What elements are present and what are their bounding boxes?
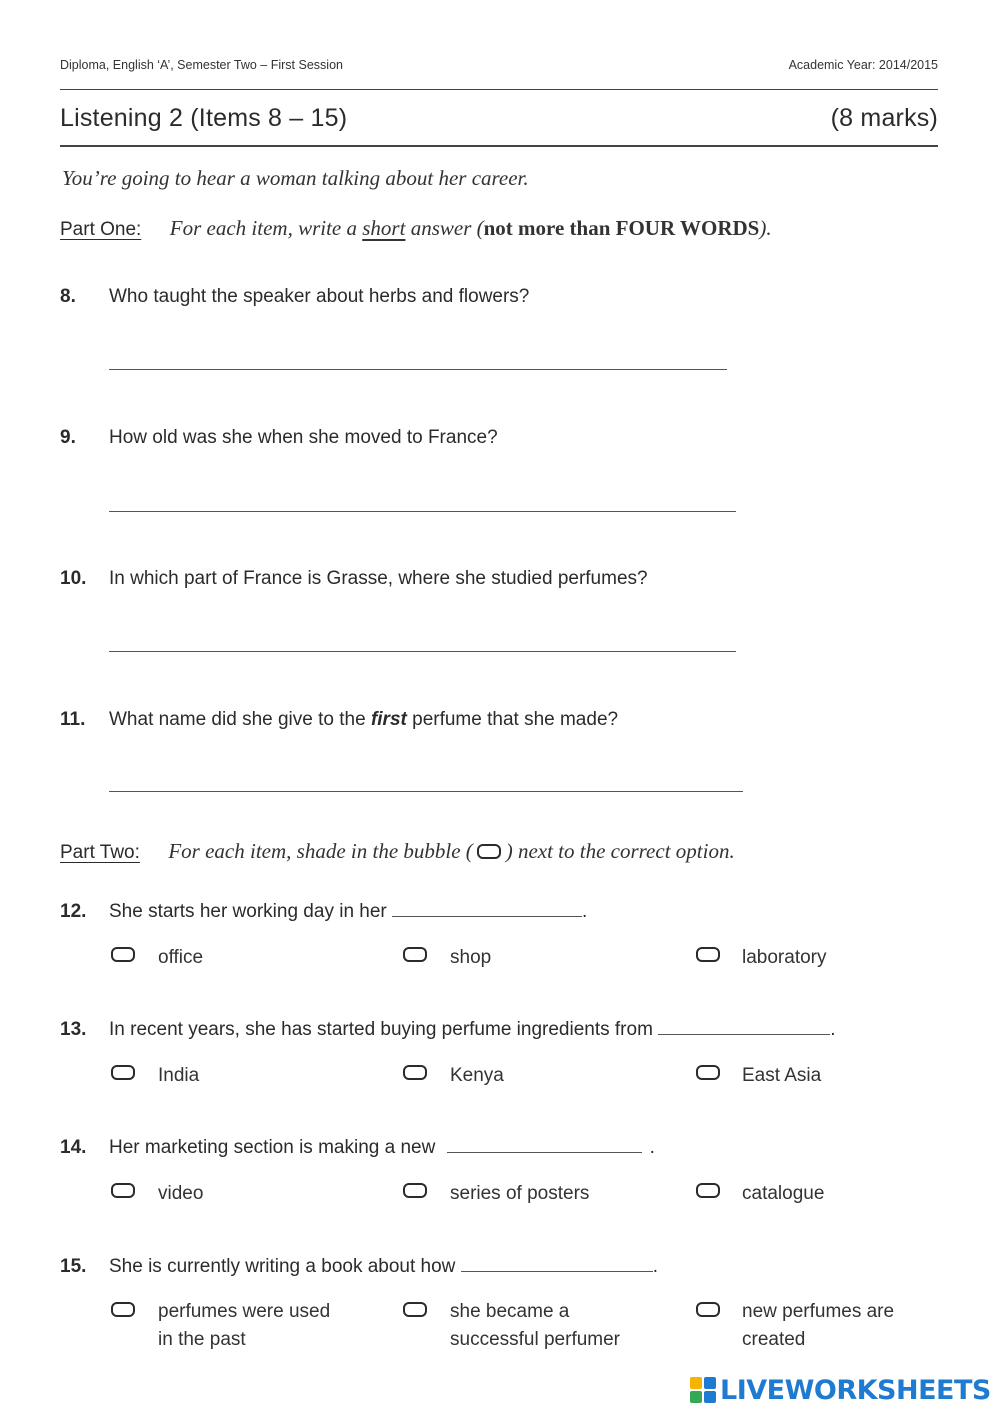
- question-end: .: [582, 901, 588, 922]
- option-bubble-14-c[interactable]: [696, 1183, 720, 1198]
- option-label: [742, 1298, 894, 1354]
- question-number: 11.: [60, 709, 86, 730]
- question-number: 13.: [60, 1019, 87, 1040]
- option-label: East Asia: [742, 1065, 822, 1086]
- question-number: 9.: [60, 427, 76, 448]
- title-rule: [60, 145, 938, 147]
- liveworksheets-logo[interactable]: [690, 1376, 991, 1404]
- option-label: catalogue: [742, 1183, 825, 1204]
- option-label: series of posters: [450, 1183, 590, 1204]
- question-text: [109, 1256, 658, 1278]
- option-line-2: in the past: [158, 1329, 246, 1350]
- question-text: In which part of France is Grasse, where she studied perfumes?: [109, 568, 648, 589]
- part-two-instr-a: For each item, shade in the bubble (: [168, 839, 473, 863]
- part-one-instr-bold: not more than FOUR WORDS: [483, 216, 760, 240]
- option-bubble-13-c[interactable]: [696, 1065, 720, 1080]
- question-end: .: [649, 1137, 655, 1158]
- option-line-1: perfumes were used: [158, 1301, 331, 1322]
- part-one-label: Part One:: [60, 219, 142, 240]
- option-label: shop: [450, 947, 492, 968]
- question-text: [109, 1019, 835, 1041]
- option-label: India: [158, 1065, 200, 1086]
- logo-square-icon: [690, 1391, 702, 1403]
- gap-blank: [447, 1151, 642, 1153]
- part-one-instr-a: For each item, write a: [169, 216, 363, 240]
- option-bubble-13-a[interactable]: [111, 1065, 135, 1080]
- part-two-instruction: [60, 839, 735, 864]
- part-two-instr-b: ) next to the correct option.: [505, 839, 735, 863]
- option-bubble-14-b[interactable]: [403, 1183, 427, 1198]
- question-stem: In recent years, she has started buying perfume ingredients from: [109, 1019, 653, 1040]
- question-end: .: [652, 1256, 658, 1277]
- option-bubble-12-b[interactable]: [403, 947, 427, 962]
- option-label: laboratory: [742, 947, 827, 968]
- question-end: .: [830, 1019, 836, 1040]
- question-text: How old was she when she moved to France?: [109, 427, 498, 448]
- option-bubble-12-c[interactable]: [696, 947, 720, 962]
- answer-line-10[interactable]: [109, 651, 736, 652]
- answer-line-11[interactable]: [109, 791, 743, 792]
- gap-blank: [461, 1270, 653, 1272]
- question-text-b: perfume that she made?: [406, 709, 619, 730]
- option-line-2: created: [742, 1329, 806, 1350]
- bubble-icon: [477, 844, 501, 859]
- option-bubble-12-a[interactable]: [111, 947, 135, 962]
- option-label: office: [158, 947, 204, 968]
- answer-line-9[interactable]: [109, 511, 736, 512]
- part-one-instr-b: answer (: [405, 216, 484, 240]
- section-marks: (8 marks): [830, 104, 938, 132]
- liveworksheets-logo-text: LIVEWORKSHEETS: [720, 1374, 991, 1406]
- option-line-2: successful perfumer: [450, 1329, 621, 1350]
- logo-square-icon: [704, 1377, 716, 1389]
- option-line-1: new perfumes are: [742, 1301, 895, 1322]
- part-one-instr-short: short: [362, 216, 406, 240]
- option-label: [450, 1298, 620, 1354]
- question-text: [109, 709, 618, 731]
- question-number: 8.: [60, 286, 76, 307]
- part-one-instr-c: ).: [759, 216, 772, 240]
- question-text-a: What name did she give to the: [109, 709, 371, 730]
- document-header-right: Academic Year: 2014/2015: [788, 58, 938, 72]
- logo-square-icon: [704, 1391, 716, 1403]
- question-number: 14.: [60, 1137, 87, 1158]
- question-stem: She is currently writing a book about how: [109, 1256, 456, 1277]
- gap-blank: [392, 915, 582, 917]
- part-one-instruction: [60, 216, 772, 241]
- option-bubble-15-a[interactable]: [111, 1302, 135, 1317]
- question-number: 12.: [60, 901, 87, 922]
- question-text: [109, 901, 587, 923]
- part-two-label: Part Two:: [60, 842, 140, 863]
- liveworksheets-logo-icon: [690, 1377, 716, 1403]
- header-rule: [60, 89, 938, 90]
- option-bubble-15-b[interactable]: [403, 1302, 427, 1317]
- section-title: Listening 2 (Items 8 – 15): [60, 104, 348, 132]
- option-bubble-15-c[interactable]: [696, 1302, 720, 1317]
- question-text: [109, 1137, 655, 1159]
- question-number: 10.: [60, 568, 87, 589]
- option-label: video: [158, 1183, 204, 1204]
- option-label: [158, 1298, 330, 1354]
- question-stem: Her marketing section is making a new: [109, 1137, 436, 1158]
- option-label: Kenya: [450, 1065, 504, 1086]
- question-text-emphasis: first: [370, 709, 407, 730]
- answer-line-8[interactable]: [109, 369, 727, 370]
- option-bubble-14-a[interactable]: [111, 1183, 135, 1198]
- option-line-1: she became a: [450, 1301, 570, 1322]
- question-text: Who taught the speaker about herbs and flowers?: [109, 286, 530, 307]
- option-bubble-13-b[interactable]: [403, 1065, 427, 1080]
- question-number: 15.: [60, 1256, 87, 1277]
- logo-square-icon: [690, 1377, 702, 1389]
- intro-text: You’re going to hear a woman talking about her career.: [62, 166, 529, 190]
- gap-blank: [658, 1033, 830, 1035]
- document-header-left: Diploma, English ‘A’, Semester Two – First Session: [60, 58, 343, 72]
- question-stem: She starts her working day in her: [109, 901, 387, 922]
